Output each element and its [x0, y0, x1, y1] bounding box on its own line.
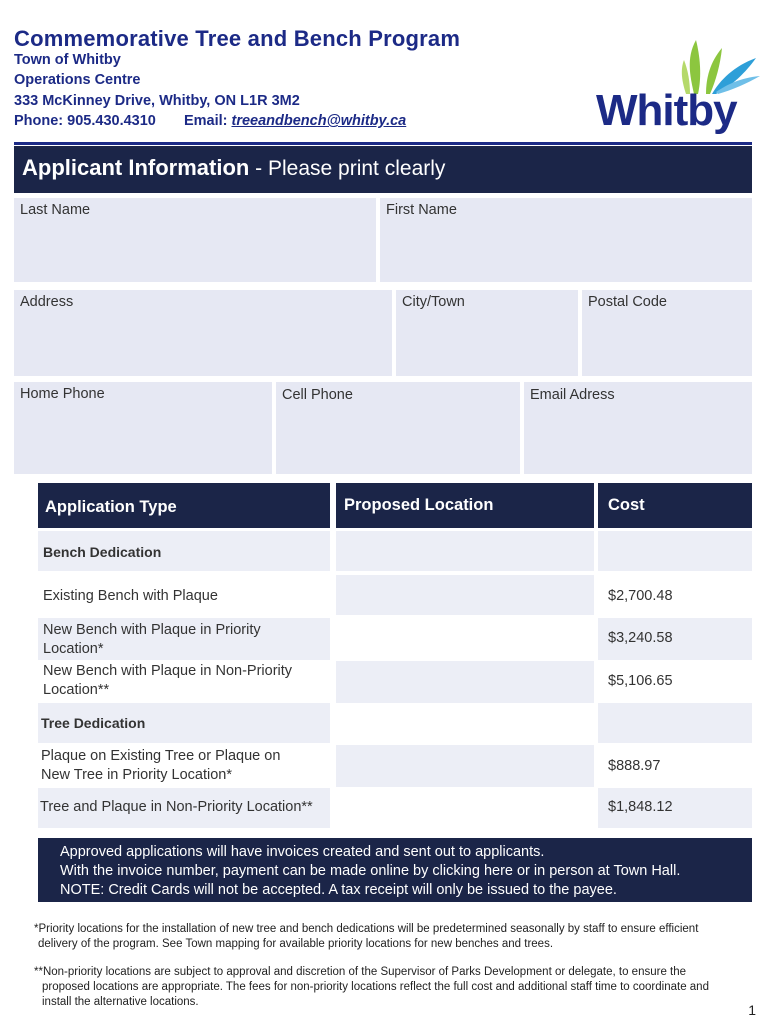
last-name-field[interactable] — [14, 198, 376, 282]
table-row: New Bench with Plaque in Non-Priority Location** — [38, 661, 330, 703]
table-row: Tree and Plaque in Non-Priority Location** — [38, 788, 330, 828]
cell-phone-field[interactable] — [276, 382, 520, 474]
logo-wordmark: Whitby — [596, 86, 737, 135]
location-input[interactable] — [336, 703, 594, 743]
org-name: Town of Whitby — [14, 52, 121, 68]
cost-cell: $1,848.12 — [598, 788, 752, 828]
cell-phone-label: Cell Phone — [282, 387, 353, 403]
email-field-label: Email Adress — [530, 387, 615, 403]
page-title: Commemorative Tree and Bench Program — [14, 26, 461, 51]
contact-line — [14, 113, 406, 129]
notice-line-1: Approved applications will have invoices created and sent out to applicants. — [60, 844, 545, 860]
table-row: New Bench with Plaque in Priority Location* — [38, 618, 330, 660]
location-input[interactable] — [336, 531, 594, 571]
applicant-subtitle: - Please print clearly — [249, 157, 446, 180]
payment-notice — [38, 838, 752, 902]
phone-text: Phone: 905.430.4310 — [14, 113, 156, 129]
notice-line-3: NOTE: Credit Cards will not be accepted. A tax receipt will only be issued to the payee. — [60, 882, 617, 898]
org-address: 333 McKinney Drive, Whitby, ON L1R 3M2 — [14, 93, 300, 109]
location-input[interactable] — [336, 575, 594, 615]
applicant-title: Applicant Information — [22, 155, 250, 180]
notice-line-2: With the invoice number, payment can be made online by clicking here or in person at Town Hall. — [60, 863, 681, 879]
cost-cell — [598, 531, 752, 571]
email-label: Email: — [183, 113, 228, 129]
cost-cell: $888.97 — [598, 745, 752, 787]
location-input[interactable] — [336, 618, 594, 660]
footnote-non-priority: **Non-priority locations are subject to approval and discretion of the Supervisor of Parks Development or delegate, to ensure the proposed locations are appropriate. The fees for non-priority locations reflect the full cost and additional staff time to coordinate and install the alternative locations. — [34, 966, 709, 1008]
location-input[interactable] — [336, 745, 594, 787]
location-input[interactable] — [336, 788, 594, 828]
last-name-label: Last Name — [20, 202, 91, 218]
header-rule — [14, 142, 752, 145]
cost-cell: $2,700.48 — [598, 575, 752, 615]
address-field[interactable] — [14, 290, 392, 376]
city-label: City/Town — [402, 294, 465, 310]
home-phone-field[interactable] — [14, 382, 272, 474]
address-label: Address — [20, 294, 74, 310]
first-name-field[interactable] — [380, 198, 752, 282]
cost-cell: $3,240.58 — [598, 618, 752, 660]
email-field[interactable] — [524, 382, 752, 474]
col-cost: Cost — [598, 483, 752, 528]
location-input[interactable] — [336, 661, 594, 703]
applicant-section-header — [14, 146, 752, 193]
email-link[interactable]: treeandbench@whitby.ca — [231, 113, 407, 129]
postal-code-field[interactable] — [582, 290, 752, 376]
home-phone-label: Home Phone — [20, 386, 105, 402]
table-row: Existing Bench with Plaque — [38, 575, 330, 615]
footnote-priority: *Priority locations for the installation of new tree and bench dedications will be predetermined seasonally by staff to ensure efficient delivery of the program. See Town mapping for available priority locations for new benches and trees. — [34, 923, 699, 950]
first-name-label: First Name — [386, 202, 457, 218]
col-application-type: Application Type — [38, 483, 330, 528]
dept-name: Operations Centre — [14, 72, 141, 88]
table-row: Plaque on Existing Tree or Plaque on New Tree in Priority Location* — [38, 745, 330, 787]
cost-cell — [598, 703, 752, 743]
postal-code-label: Postal Code — [588, 294, 667, 310]
tree-section-row: Tree Dedication — [38, 703, 330, 743]
whitby-logo — [596, 36, 756, 140]
cost-cell: $5,106.65 — [598, 661, 752, 703]
col-proposed-location: Proposed Location — [336, 483, 594, 528]
city-field[interactable] — [396, 290, 578, 376]
bench-section-row: Bench Dedication — [38, 531, 330, 571]
page-number: 1 — [748, 1002, 756, 1018]
